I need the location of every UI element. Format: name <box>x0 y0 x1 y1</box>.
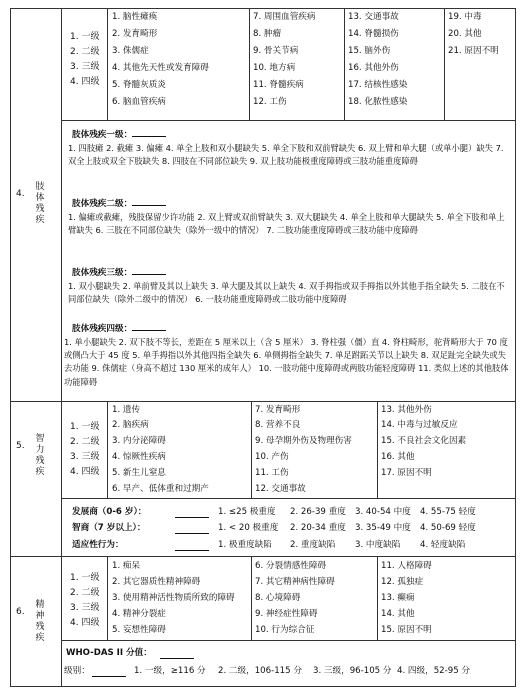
table-left-border <box>10 8 11 687</box>
grade-2-blank[interactable] <box>132 196 166 206</box>
grade-3-criteria: 1. 双小腿缺失 2. 单前臂及其以上缺失 3. 单大腿及其以上缺失 4. 双手拇指或双手拇指以外其他手指全缺失 5. 二肢在不同部位缺失（除外二级中的情况） 6. 一肢功能重度障碍或二肢功能中度障碍 <box>68 281 505 305</box>
s5-level-divider <box>107 401 108 499</box>
dq-option[interactable]: 3. 40-54 中度 <box>355 507 411 517</box>
cause-option[interactable]: 5. 妄想性障碍 <box>112 625 166 635</box>
cause-option[interactable]: 11. 脊髓疾病 <box>253 80 304 90</box>
grade-1-blank[interactable] <box>132 127 166 137</box>
cause-option[interactable]: 1. 遗传 <box>112 405 141 415</box>
cause-option[interactable]: 10. 行为综合征 <box>255 625 315 635</box>
level-option[interactable]: 3. 三级 <box>70 62 100 72</box>
s6-causes-bottom <box>61 640 516 641</box>
label-column-divider <box>61 8 62 687</box>
iq-label: 智商（7 岁以上）： <box>72 523 146 533</box>
cause-option[interactable]: 16. 其他外伤 <box>348 63 399 73</box>
cause-option[interactable]: 12. 孤独症 <box>381 577 424 587</box>
grade-option[interactable]: 4. 四级，52-95 分 <box>397 666 471 676</box>
cause-option[interactable]: 5. 新生儿窒息 <box>112 468 166 478</box>
grade-2-criteria: 1. 偏瘫或截瘫，残肢保留少许功能 2. 双上臂或双前臂缺失 3. 双大腿缺失 4. 单全上肢和单大腿缺失 5. 单全下肢和单上臂缺失 6. 三肢在不同部位缺失（除外一级中的情况） 7. 二肢功能重度障碍或三肢功能中度障碍 <box>68 212 505 236</box>
cause-option[interactable]: 8. 心境障碍 <box>255 593 301 603</box>
s6-level-divider <box>107 556 108 640</box>
s5-cause-divider-1 <box>251 401 252 499</box>
level-option[interactable]: 1. 一级 <box>70 422 100 432</box>
s4-cause-divider-2 <box>344 8 345 120</box>
cause-option[interactable]: 6. 脑血管疾病 <box>112 97 166 107</box>
section-name: 肢体残疾 <box>35 182 45 225</box>
table-bottom-border <box>10 686 516 687</box>
grade-option[interactable]: 1. 一级，≥116 分 <box>134 666 206 676</box>
cause-option[interactable]: 3. 内分泌障碍 <box>112 436 166 446</box>
cause-option[interactable]: 2. 其它器质性精神障碍 <box>112 577 201 587</box>
s5-cause-divider-2 <box>377 401 378 499</box>
table-top-border <box>10 8 516 9</box>
dq-option[interactable]: 4. 55-75 轻度 <box>420 507 476 517</box>
cause-option[interactable]: 11. 工伤 <box>255 468 289 478</box>
section-number: 6. <box>16 607 25 617</box>
section-name: 智力残疾 <box>35 434 45 477</box>
cause-option[interactable]: 7. 发育畸形 <box>255 405 301 415</box>
cause-option[interactable]: 18. 化脓性感染 <box>348 97 408 107</box>
adaptive-behavior-option[interactable]: 3. 中度缺陷 <box>355 540 401 550</box>
cause-option[interactable]: 3. 使用精神活性物质所致的障碍 <box>112 593 235 603</box>
grade-4-blank[interactable] <box>132 321 166 331</box>
grade-label: 级别： <box>64 666 90 676</box>
grade-3-title <box>72 265 166 279</box>
cause-option[interactable]: 5. 脊髓灰质炎 <box>112 80 166 90</box>
level-option[interactable]: 3. 三级 <box>70 452 100 462</box>
cause-option[interactable]: 16. 其他 <box>381 452 415 462</box>
grade-2-title-text: 肢体残疾二级： <box>72 199 133 209</box>
cause-option[interactable]: 14. 中毒与过敏反应 <box>381 420 458 430</box>
cause-option[interactable]: 14. 其他 <box>381 609 415 619</box>
level-option[interactable]: 4. 四级 <box>70 467 100 477</box>
cause-option[interactable]: 15. 原因不明 <box>381 625 432 635</box>
grade-3-title-text: 肢体残疾三级： <box>72 268 133 278</box>
cause-option[interactable]: 10. 产伤 <box>255 452 289 462</box>
section-number: 5. <box>16 441 25 451</box>
cause-option[interactable]: 9. 神经症性障碍 <box>255 609 318 619</box>
s4-level-divider <box>107 8 108 120</box>
cause-option[interactable]: 17. 原因不明 <box>381 468 432 478</box>
cause-option[interactable]: 4. 精神分裂症 <box>112 609 166 619</box>
section-divider-4-5 <box>10 401 516 402</box>
cause-option[interactable]: 9. 骨关节病 <box>253 46 299 56</box>
cause-option[interactable]: 12. 交通事故 <box>255 484 306 494</box>
cause-option[interactable]: 7. 周围血管疾病 <box>253 12 316 22</box>
grade-1-criteria: 1. 四肢瘫 2. 截瘫 3. 偏瘫 4. 单全上肢和双小腿缺失 5. 单全下肢和双前臂缺失 6. 双上臂和单大腿（或单小腿）缺失 7. 双全上肢或双全下肢缺失 8. 四肢在不同部位缺失 9. 双上肢功能极重度障碍或三肢功能重度障碍 <box>68 143 504 167</box>
cause-option[interactable]: 15. 不良社会文化因素 <box>381 436 467 446</box>
grade-blank[interactable] <box>92 667 126 677</box>
grade-option[interactable]: 2. 二级，106-115 分 <box>218 666 302 676</box>
adaptive-behavior-option[interactable]: 2. 重度缺陷 <box>290 540 336 550</box>
cause-option[interactable]: 12. 工伤 <box>253 97 287 107</box>
iq-option[interactable]: 4. 50-69 轻度 <box>420 523 476 533</box>
grade-1-title-text: 肢体残疾一级： <box>72 130 133 140</box>
cause-option[interactable]: 17. 结核性感染 <box>348 80 408 90</box>
cause-option[interactable]: 4. 惊厥性疾病 <box>112 452 166 462</box>
cause-option[interactable]: 15. 脑外伤 <box>348 46 391 56</box>
cause-option[interactable]: 3. 侏儒症 <box>112 46 149 56</box>
grade-4-title <box>72 321 166 335</box>
adaptive-behavior-blank[interactable] <box>175 541 209 551</box>
adaptive-behavior-option[interactable]: 4. 轻度缺陷 <box>420 540 466 550</box>
grade-2-title <box>72 196 166 210</box>
cause-option[interactable]: 1. 脑性瘫痪 <box>112 12 158 22</box>
who-das-label: WHO-DAS II 分值： <box>66 648 152 658</box>
level-option[interactable]: 2. 二级 <box>70 588 100 598</box>
s6-cause-divider-2 <box>377 556 378 640</box>
cause-option[interactable]: 21. 原因不明 <box>448 46 499 56</box>
level-option[interactable]: 3. 三级 <box>70 603 100 613</box>
section-name: 精神残疾 <box>35 600 45 643</box>
cause-option[interactable]: 6. 早产、低体重和过期产 <box>112 484 209 494</box>
section-number: 4. <box>16 189 25 199</box>
cause-option[interactable]: 2. 发育畸形 <box>112 29 158 39</box>
level-option[interactable]: 4. 四级 <box>70 77 100 87</box>
level-option[interactable]: 2. 二级 <box>70 437 100 447</box>
table-right-border <box>515 8 516 687</box>
cause-option[interactable]: 8. 肿瘤 <box>253 29 282 39</box>
cause-option[interactable]: 9. 母孕期外伤及物理伤害 <box>255 436 352 446</box>
cause-option[interactable]: 13. 癫痫 <box>381 593 415 603</box>
adaptive-behavior-option[interactable]: 1. 极重度缺陷 <box>218 540 272 550</box>
iq-option[interactable]: 1. < 20 极重度 <box>218 523 279 533</box>
cause-option[interactable]: 13. 其他外伤 <box>381 405 432 415</box>
cause-option[interactable]: 8. 营养不良 <box>255 420 301 430</box>
grade-4-title-text: 肢体残疾四级： <box>72 324 133 334</box>
dq-label: 发展商（0-6 岁）： <box>72 507 147 517</box>
cause-option[interactable]: 4. 其他先天性或发育障碍 <box>112 63 209 73</box>
s4-cause-divider-3 <box>444 8 445 120</box>
cause-option[interactable]: 13. 交通事故 <box>348 12 399 22</box>
cause-option[interactable]: 20. 其他 <box>448 29 482 39</box>
grade-option[interactable]: 3. 三级，96-105 分 <box>313 666 392 676</box>
level-option[interactable]: 1. 一级 <box>70 32 100 42</box>
who-das-blank[interactable] <box>160 649 194 659</box>
cause-option[interactable]: 19. 中毒 <box>448 12 482 22</box>
s4-cause-divider-1 <box>249 8 250 120</box>
cause-option[interactable]: 11. 人格障碍 <box>381 561 432 571</box>
grade-3-blank[interactable] <box>132 265 166 275</box>
level-option[interactable]: 4. 四级 <box>70 618 100 628</box>
cause-option[interactable]: 2. 脑疾病 <box>112 420 149 430</box>
section-divider-5-6 <box>10 556 516 557</box>
s5-causes-bottom <box>61 498 516 499</box>
s6-cause-divider-1 <box>251 556 252 640</box>
iq-blank[interactable] <box>175 524 209 534</box>
cause-option[interactable]: 7. 其它精神病性障碍 <box>255 577 335 587</box>
cause-option[interactable]: 1. 痴呆 <box>112 561 141 571</box>
cause-option[interactable]: 6. 分裂情感性障碍 <box>255 561 327 571</box>
iq-option[interactable]: 3. 35-49 中度 <box>355 523 411 533</box>
level-option[interactable]: 1. 一级 <box>70 573 100 583</box>
adaptive-behavior-label: 适应性行为： <box>72 540 124 550</box>
dq-option[interactable]: 1. ≤25 极重度 <box>218 507 276 517</box>
grade-1-title <box>72 127 166 141</box>
cause-option[interactable]: 10. 地方病 <box>253 63 296 73</box>
dq-blank[interactable] <box>175 508 209 518</box>
cause-option[interactable]: 14. 脊髓损伤 <box>348 29 399 39</box>
dq-option[interactable]: 2. 26-39 重度 <box>290 507 346 517</box>
s4-causes-bottom <box>61 120 516 121</box>
level-option[interactable]: 2. 二级 <box>70 47 100 57</box>
iq-option[interactable]: 2. 20-34 重度 <box>290 523 346 533</box>
grade-4-criteria: 1. 单小腿缺失 2. 双下肢不等长，差距在 5 厘米以上（含 5 厘米） 3. 脊柱强（僵）直 4. 脊柱畸形，驼背畸形大于 70 度或侧凸大于 45 度 5. 单手拇指以外其他四指全缺失 6. 单侧拇指全缺失 7. 单足跗跖关节以上缺失 8. 双足趾完全缺失或失去功能 9. 侏儒症（身高不超过 130 厘米的成年人） 10. 一肢功能中度障碍或两肢功能轻度障碍 11. 类似上述的其他肢体功能障碍 <box>64 337 509 387</box>
